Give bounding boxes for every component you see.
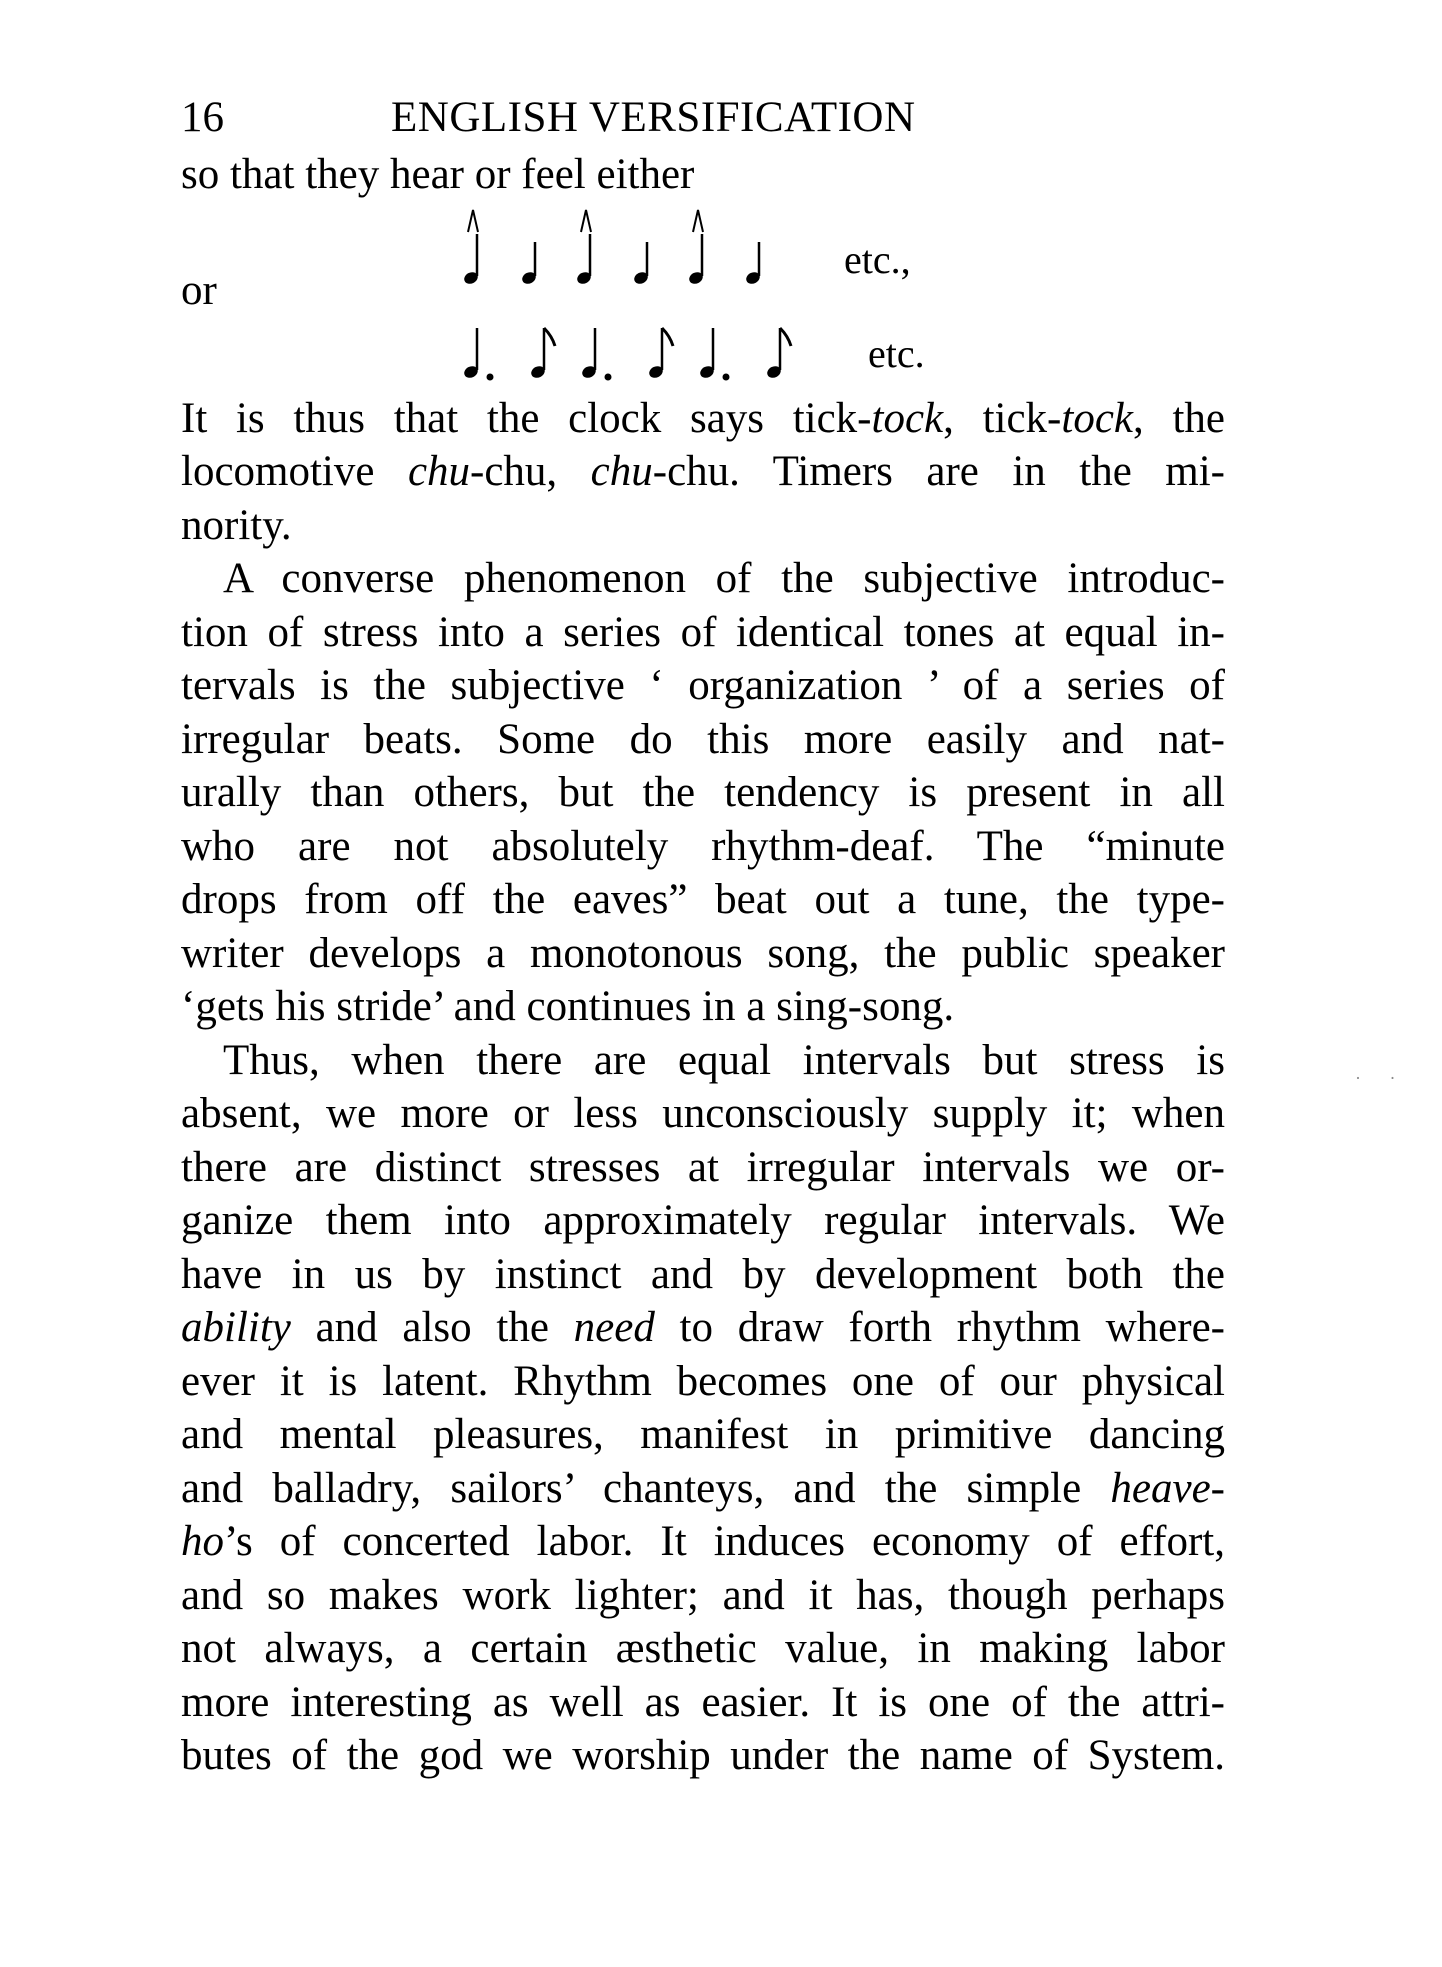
paragraph-line: and so makes work lighter; and it has, though perhaps [181,1571,1225,1619]
paragraph-line: there are distinct stresses at irregular intervals we or- [181,1143,1225,1191]
paragraph-line: butes of the god we worship under the name of System. [181,1732,1225,1779]
paragraph-line: ever it is latent. Rhythm becomes one of our physical [181,1357,1225,1405]
running-head [181,88,1225,148]
accented-quarter-note-icon [575,210,592,286]
eighth-note-icon [529,328,555,380]
paragraph-line: nority. [181,501,292,549]
or-separator: or [181,266,217,314]
paragraph-line: It is thus that the clock says tick-tock, tick-tock, the [181,394,1225,442]
dotted-quarter-note-icon [698,328,729,381]
paragraph-line: locomotive chu-chu, chu-chu. Timers are in the mi- [181,448,1225,495]
paragraph-line: irregular beats. Some do this more easily and nat- [181,715,1225,763]
accented-quarter-note-icon [462,210,479,286]
quarter-note-icon [520,242,537,286]
paragraph-line: tion of stress into a series of identical tones at equal in- [181,608,1225,656]
paragraph-line: and mental pleasures, manifest in primitive dancing [181,1411,1225,1458]
notation-pattern-dotted-notes [456,300,1176,392]
paragraph-line: have in us by instinct and by development both the [181,1250,1225,1298]
book-page [181,88,1225,1783]
quarter-note-icon [744,242,761,286]
eighth-note-icon [647,328,673,380]
paragraph-two [181,552,1225,1034]
eighth-note-icon [765,328,791,380]
paragraph-line: tervals is the subjective ‘ organization ’ of a series of [181,662,1225,709]
pattern-two-etc: etc. [868,330,925,376]
paragraph-line: and balladry, sailors’ chanteys, and the simple heave- [181,1464,1225,1512]
intro-line: so that they hear or feel either [181,151,695,198]
dotted-quarter-note-icon [462,328,493,381]
paragraph-line: A converse phenomenon of the subjective introduc- [223,555,1225,602]
notation-pattern-quarter-notes [456,202,1176,294]
paragraph-line: urally than others, but the tendency is present in all [181,769,1225,816]
dotted-quarter-note-icon [580,328,611,381]
paragraph-line: Thus, when there are equal intervals but stress is [223,1036,1225,1084]
paragraph-line: ganize them into approximately regular intervals. We [181,1197,1225,1244]
page-number: 16 [181,94,224,141]
paragraph-line: writer develops a monotonous song, the public speaker [181,929,1225,977]
paragraph-line: more interesting as well as easier. It is one of the attri- [181,1678,1225,1726]
paragraph-line: who are not absolutely rhythm-deaf. The “minute [181,822,1225,870]
scan-speck-marks: · · [1355,1068,1408,1088]
running-title: ENGLISH VERSIFICATION [391,94,916,141]
paragraph-line: absent, we more or less unconsciously supply it; when [181,1090,1225,1137]
accented-quarter-note-icon [687,210,704,286]
paragraph-line: ability and also the need to draw forth rhythm where- [181,1304,1225,1351]
dotted-note-sequence-icon [456,300,856,392]
pattern-one-etc: etc., [844,236,911,282]
quarter-note-icon [632,242,649,286]
paragraph-one [181,392,1225,553]
quarter-note-sequence-icon [456,202,836,294]
paragraph-line: drops from off the eaves” beat out a tune, the type- [181,876,1225,923]
paragraph-line: ‘gets his stride’ and continues in a sing-song. [181,983,955,1030]
paragraph-three [181,1034,1225,1783]
paragraph-line: not always, a certain æsthetic value, in making labor [181,1625,1225,1672]
rhythm-notation [181,202,1225,392]
paragraph-line: ho’s of concerted labor. It induces economy of effort, [181,1518,1225,1565]
